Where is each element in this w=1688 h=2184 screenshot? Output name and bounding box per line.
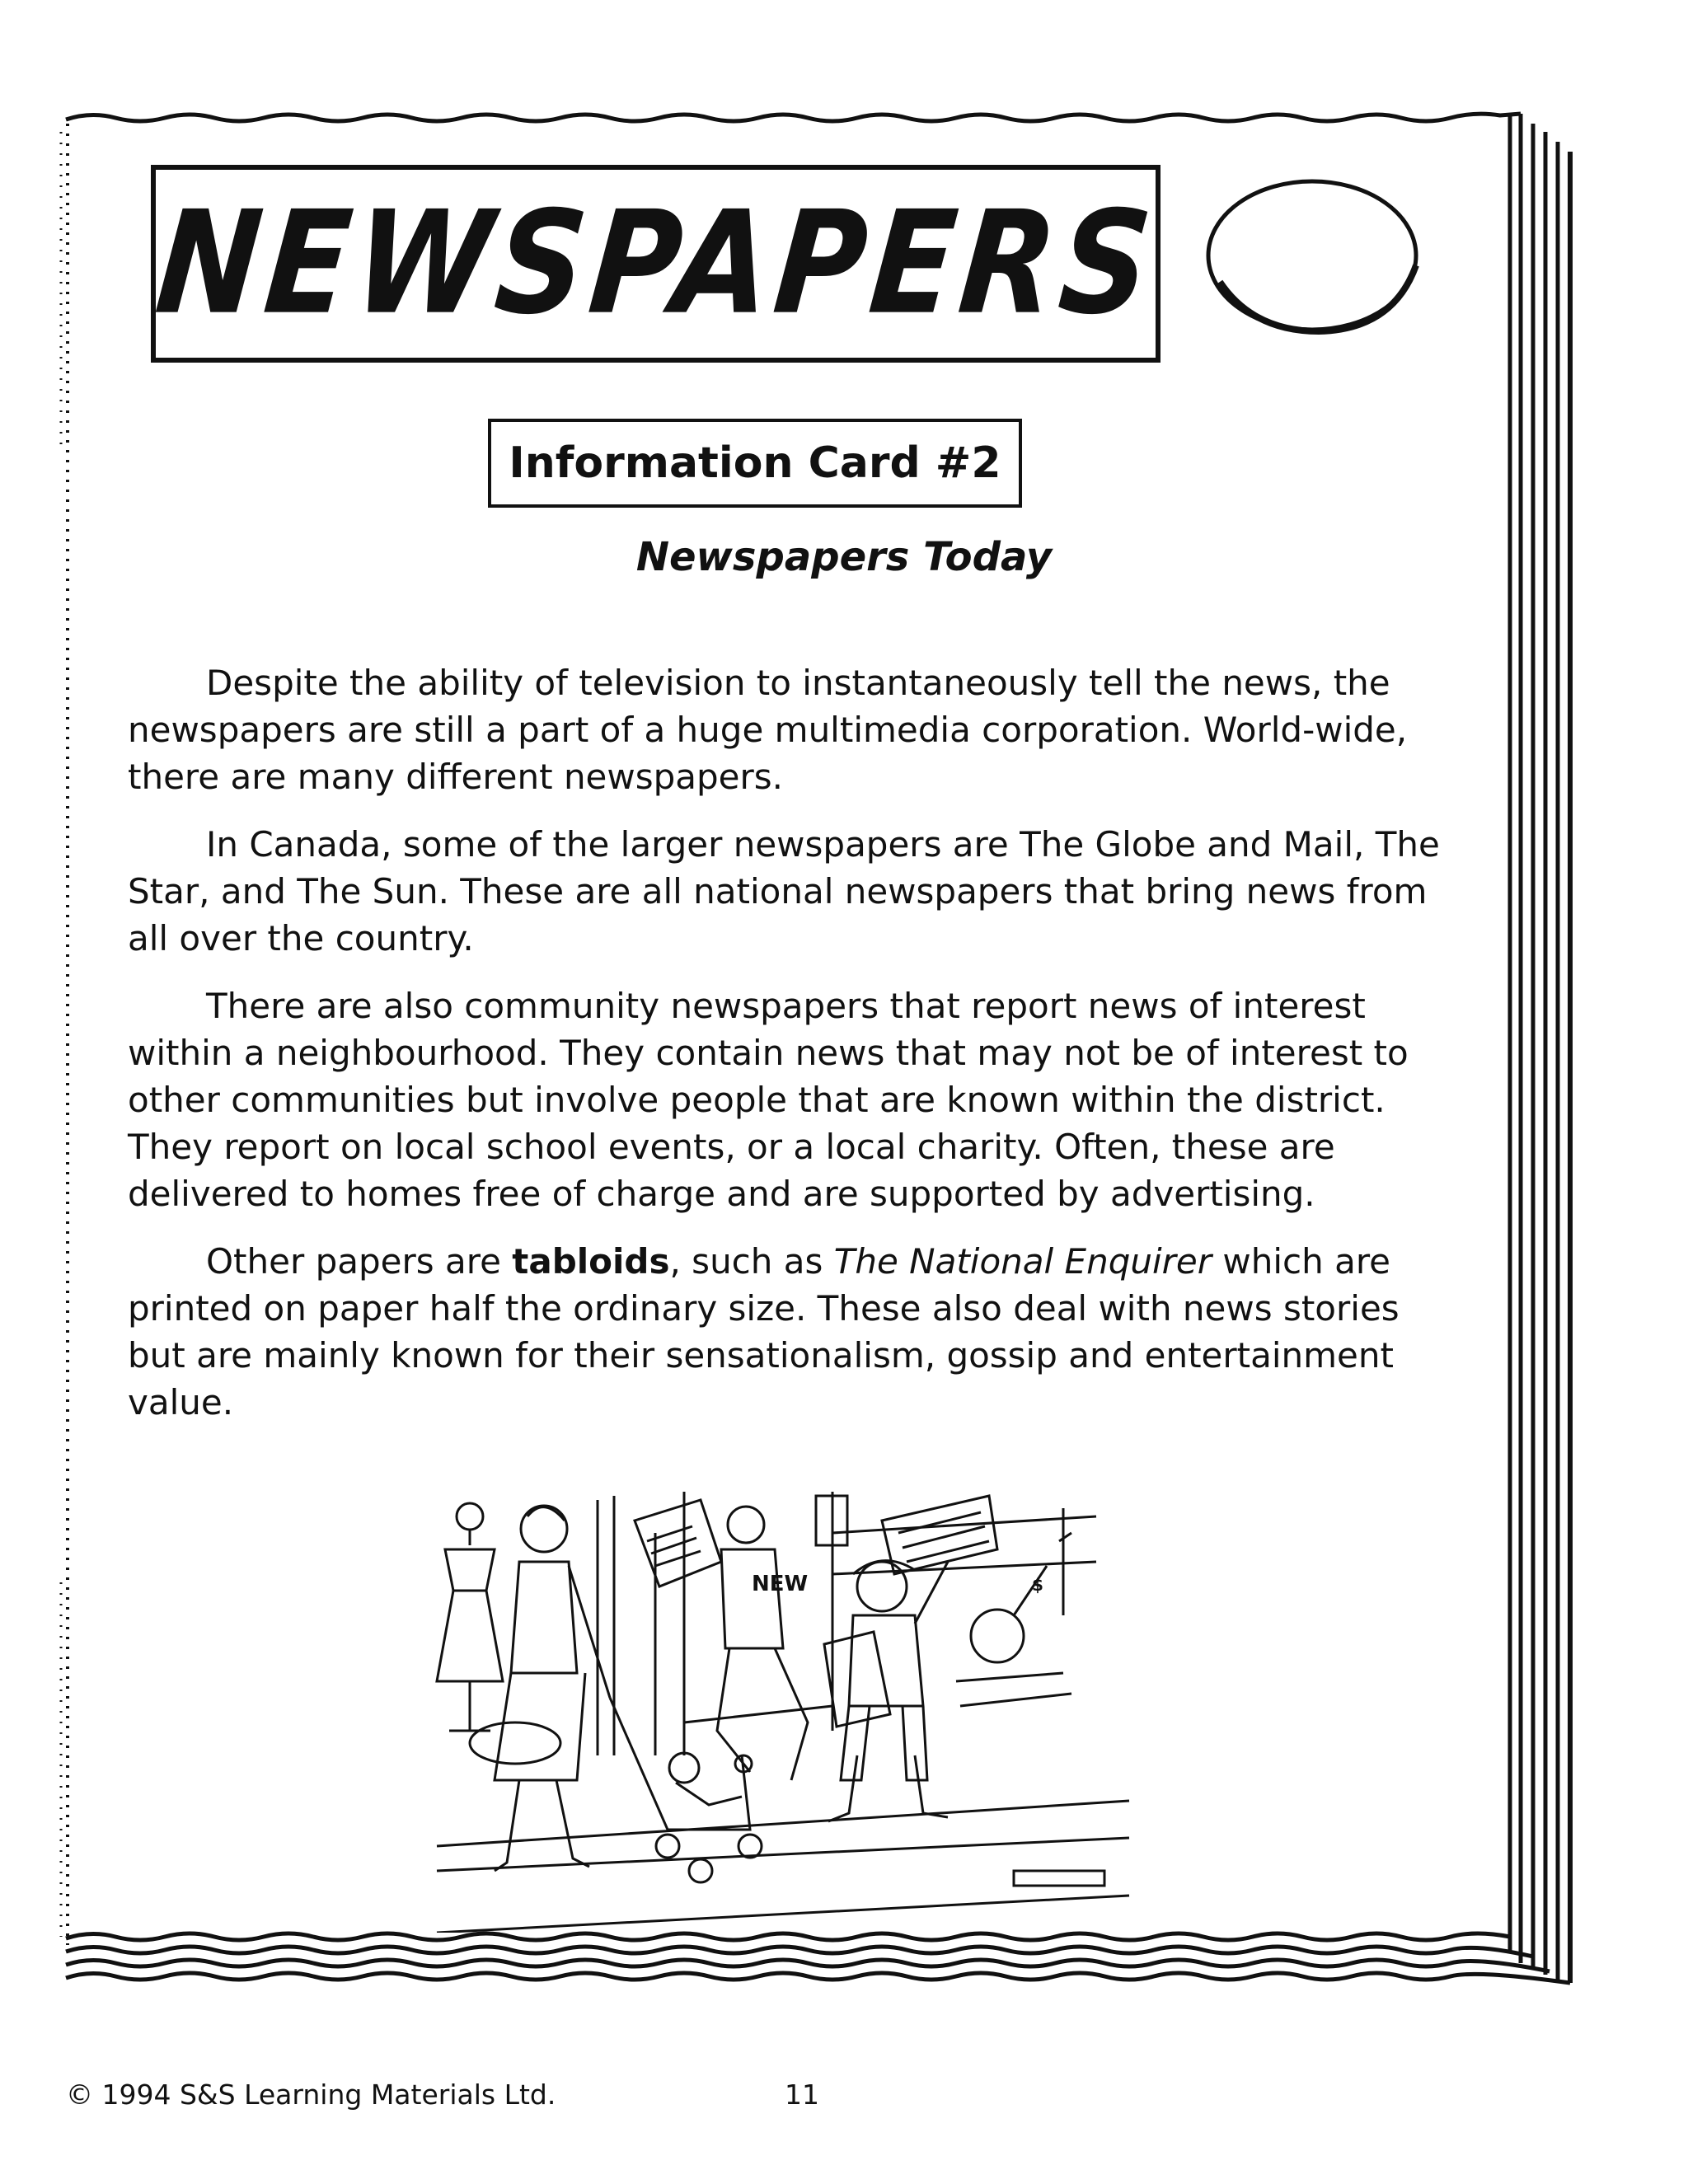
paragraph-4: [128, 1238, 1455, 1426]
street-scene-illustration: [420, 1483, 1146, 1933]
price-tag: $: [1032, 1575, 1043, 1595]
paragraph-1: Despite the ability of television to instantaneously tell the news, the newspapers are still a part of a huge multimedia corporation. World-wide, there are many different newspapers.: [128, 663, 1408, 797]
info-card-label: Information Card #2: [509, 438, 1001, 488]
sweatshirt-letters: NEW: [752, 1572, 809, 1596]
info-card-label-box: [488, 419, 1022, 508]
paragraph-4-middle: , such as: [669, 1241, 834, 1282]
publication-name: The National Enquirer: [833, 1241, 1212, 1282]
page-title: NEWSPAPERS: [149, 180, 1162, 347]
article-body: [128, 659, 1455, 1446]
term-tabloids: tabloids: [512, 1241, 670, 1282]
paragraph-4-end: which are printed on paper half the ordinary size. These also deal with news stories but are mainly known for their sensationalism, gossip and entertainment value.: [128, 1241, 1400, 1422]
empty-oval: [1203, 175, 1422, 335]
copyright-notice: © 1994 S&S Learning Materials Ltd.: [66, 2079, 556, 2111]
title-box: [151, 165, 1160, 363]
page-number: 11: [785, 2079, 819, 2111]
paragraph-2: In Canada, some of the larger newspapers are The Globe and Mail, The Star, and The Sun. These are all national newspapers that bring news from all over the country.: [128, 824, 1440, 958]
paragraph-3: There are also community newspapers that report news of interest within a neighbourhood. They contain news that may not be of interest to other communities but involve people that are known within the district. They report on local school events, or a local charity. Often, these are delivered to homes free of charge and are supported by advertising.: [128, 986, 1409, 1214]
paragraph-4-start: Other papers are: [206, 1241, 513, 1282]
section-subtitle: Newspapers Today: [635, 534, 1053, 580]
